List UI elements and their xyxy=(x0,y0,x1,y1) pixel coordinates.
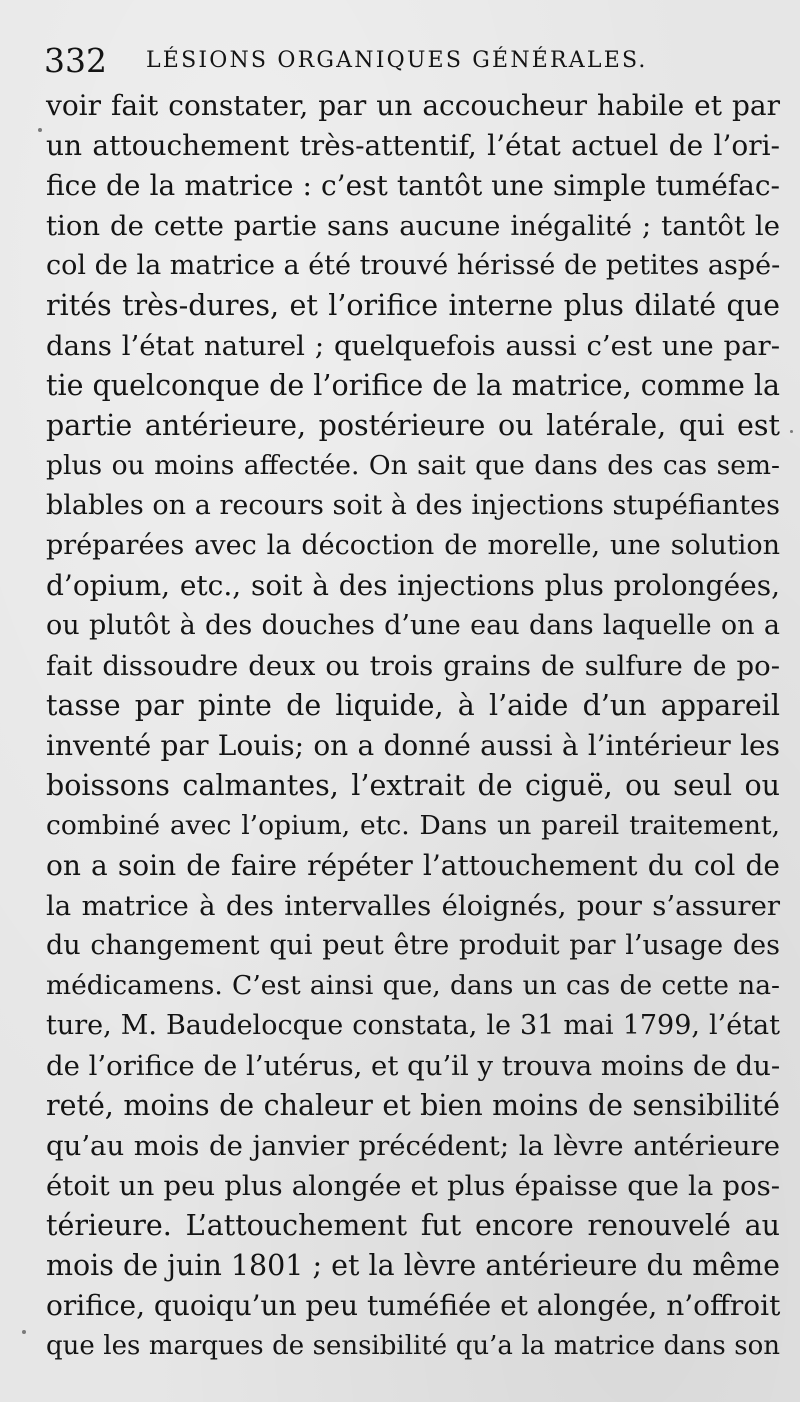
text-line: combiné avec l’opium, etc. Dans un pareil traitement, xyxy=(46,810,780,841)
page-number: 332 xyxy=(44,41,107,80)
text-line: on a soin de faire répéter l’attouchement du col de xyxy=(46,849,780,882)
text-line: préparées avec la décoction de morelle, une solution xyxy=(46,530,780,561)
text-line: ture, M. Baudelocque constata, le 31 mai 1799, l’état xyxy=(46,1010,780,1041)
text-line: plus ou moins affectée. On sait que dans des cas sem- xyxy=(46,450,780,481)
text-line: mois de juin 1801 ; et la lèvre antérieure du même xyxy=(46,1249,780,1282)
text-line: la matrice à des intervalles éloignés, pour s’assurer xyxy=(46,890,780,922)
paper-speck xyxy=(38,128,42,132)
text-line: voir fait constater, par un accoucheur habile et par xyxy=(46,89,780,122)
text-line: dans l’état naturel ; quelquefois aussi c’est une par- xyxy=(46,330,780,362)
text-line: tion de cette partie sans aucune inégalité ; tantôt le xyxy=(46,210,780,242)
text-line: partie antérieure, postérieure ou latérale, qui est xyxy=(46,409,780,442)
text-line: du changement qui peut être produit par l’usage des xyxy=(46,930,780,961)
text-line: inventé par Louis; on a donné aussi à l’intérieur les xyxy=(46,729,780,762)
text-line: boissons calmantes, l’extrait de ciguë, ou seul ou xyxy=(46,769,780,802)
text-line: rités très-dures, et l’orifice interne plus dilaté que xyxy=(46,289,780,322)
text-line: un attouchement très-attentif, l’état actuel de l’ori- xyxy=(46,129,780,162)
running-title: LÉSIONS ORGANIQUES GÉNÉRALES. xyxy=(146,48,648,73)
text-line: térieure. L’attouchement fut encore renouvelé au xyxy=(46,1209,780,1242)
text-line: tie quelconque de l’orifice de la matrice, comme la xyxy=(46,369,780,402)
text-line: fait dissoudre deux ou trois grains de sulfure de po- xyxy=(46,650,780,682)
paper-speck xyxy=(22,1330,26,1334)
text-line: blables on a recours soit à des injections stupéfiantes xyxy=(46,490,780,521)
text-line: étoit un peu plus alongée et plus épaisse que la pos- xyxy=(46,1170,780,1202)
text-line: col de la matrice a été trouvé hérissé de petites aspé- xyxy=(46,250,781,281)
paper-speck xyxy=(790,430,793,433)
text-line: ou plutôt à des douches d’une eau dans laquelle on a xyxy=(46,610,780,641)
text-line: que les marques de sensibilité qu’a la matrice dans son xyxy=(46,1331,780,1361)
text-line: reté, moins de chaleur et bien moins de sensibilité xyxy=(46,1089,780,1122)
running-head xyxy=(44,36,764,86)
text-line: de l’orifice de l’utérus, et qu’il y trouva moins de du- xyxy=(46,1050,781,1082)
text-line: médicamens. C’est ainsi que, dans un cas de cette na- xyxy=(46,970,780,1001)
text-line: tasse par pinte de liquide, à l’aide d’un appareil xyxy=(46,689,780,722)
text-line: qu’au mois de janvier précédent; la lèvre antérieure xyxy=(46,1130,780,1162)
text-line: d’opium, etc., soit à des injections plus prolongées, xyxy=(46,569,780,602)
text-line: fice de la matrice : c’est tantôt une simple tuméfac- xyxy=(46,169,780,202)
text-line: orifice, quoiqu’un peu tuméfiée et alongée, n’offroit xyxy=(46,1289,781,1322)
body-text xyxy=(46,86,780,1366)
